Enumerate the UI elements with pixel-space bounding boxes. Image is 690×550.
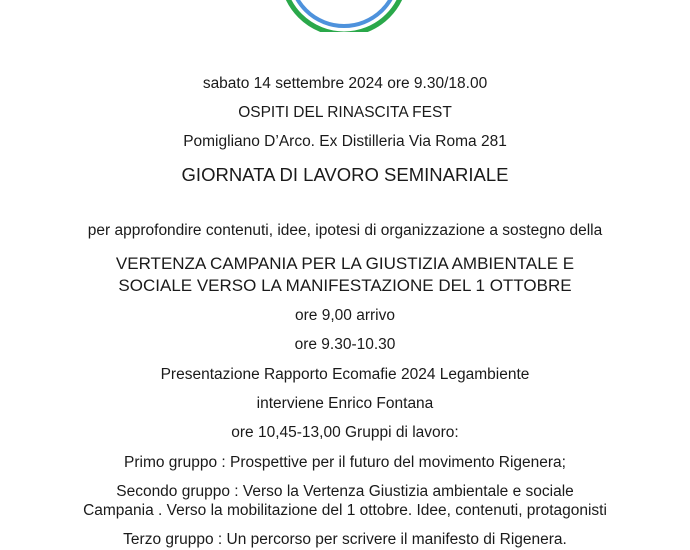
rinascita-fest-logo: [276, 0, 412, 32]
event-title: GIORNATA DI LAVORO SEMINARIALE: [181, 164, 509, 185]
program-group3: Terzo gruppo : Un percorso per scrivere il manifesto di Rigenera.: [123, 531, 567, 548]
program-presentation: Presentazione Rapporto Ecomafie 2024 Legambiente: [160, 366, 530, 383]
event-date-time: sabato 14 settembre 2024 ore 9.30/18.00: [202, 75, 488, 92]
program-speaker: interviene Enrico Fontana: [256, 395, 434, 412]
event-location: Pomigliano D’Arco. Ex Distilleria Via Roma 281: [183, 133, 507, 150]
event-hosts: OSPITI DEL RINASCITA FEST: [238, 104, 452, 121]
campaign-title-line2: SOCIALE VERSO LA MANIFESTAZIONE DEL 1 OTTOBRE: [118, 276, 572, 295]
program-group2-line2: Campania . Verso la mobilitazione del 1 ottobre. Idee, contenuti, protagonisti: [83, 502, 607, 519]
program-slot2: ore 10,45-13,00 Gruppi di lavoro:: [231, 424, 459, 441]
program-slot1: ore 9.30-10.30: [294, 336, 396, 353]
program-arrival: ore 9,00 arrivo: [295, 307, 395, 324]
event-purpose: per approfondire contenuti, idee, ipotesi di organizzazione a sostegno della: [87, 222, 603, 239]
program-group1: Primo gruppo : Prospettive per il futuro del movimento Rigenera;: [124, 454, 566, 471]
campaign-title-line1: VERTENZA CAMPANIA PER LA GIUSTIZIA AMBIENTALE E: [115, 254, 575, 273]
program-group2-line1: Secondo gruppo : Verso la Vertenza Giustizia ambientale e sociale: [116, 483, 574, 500]
